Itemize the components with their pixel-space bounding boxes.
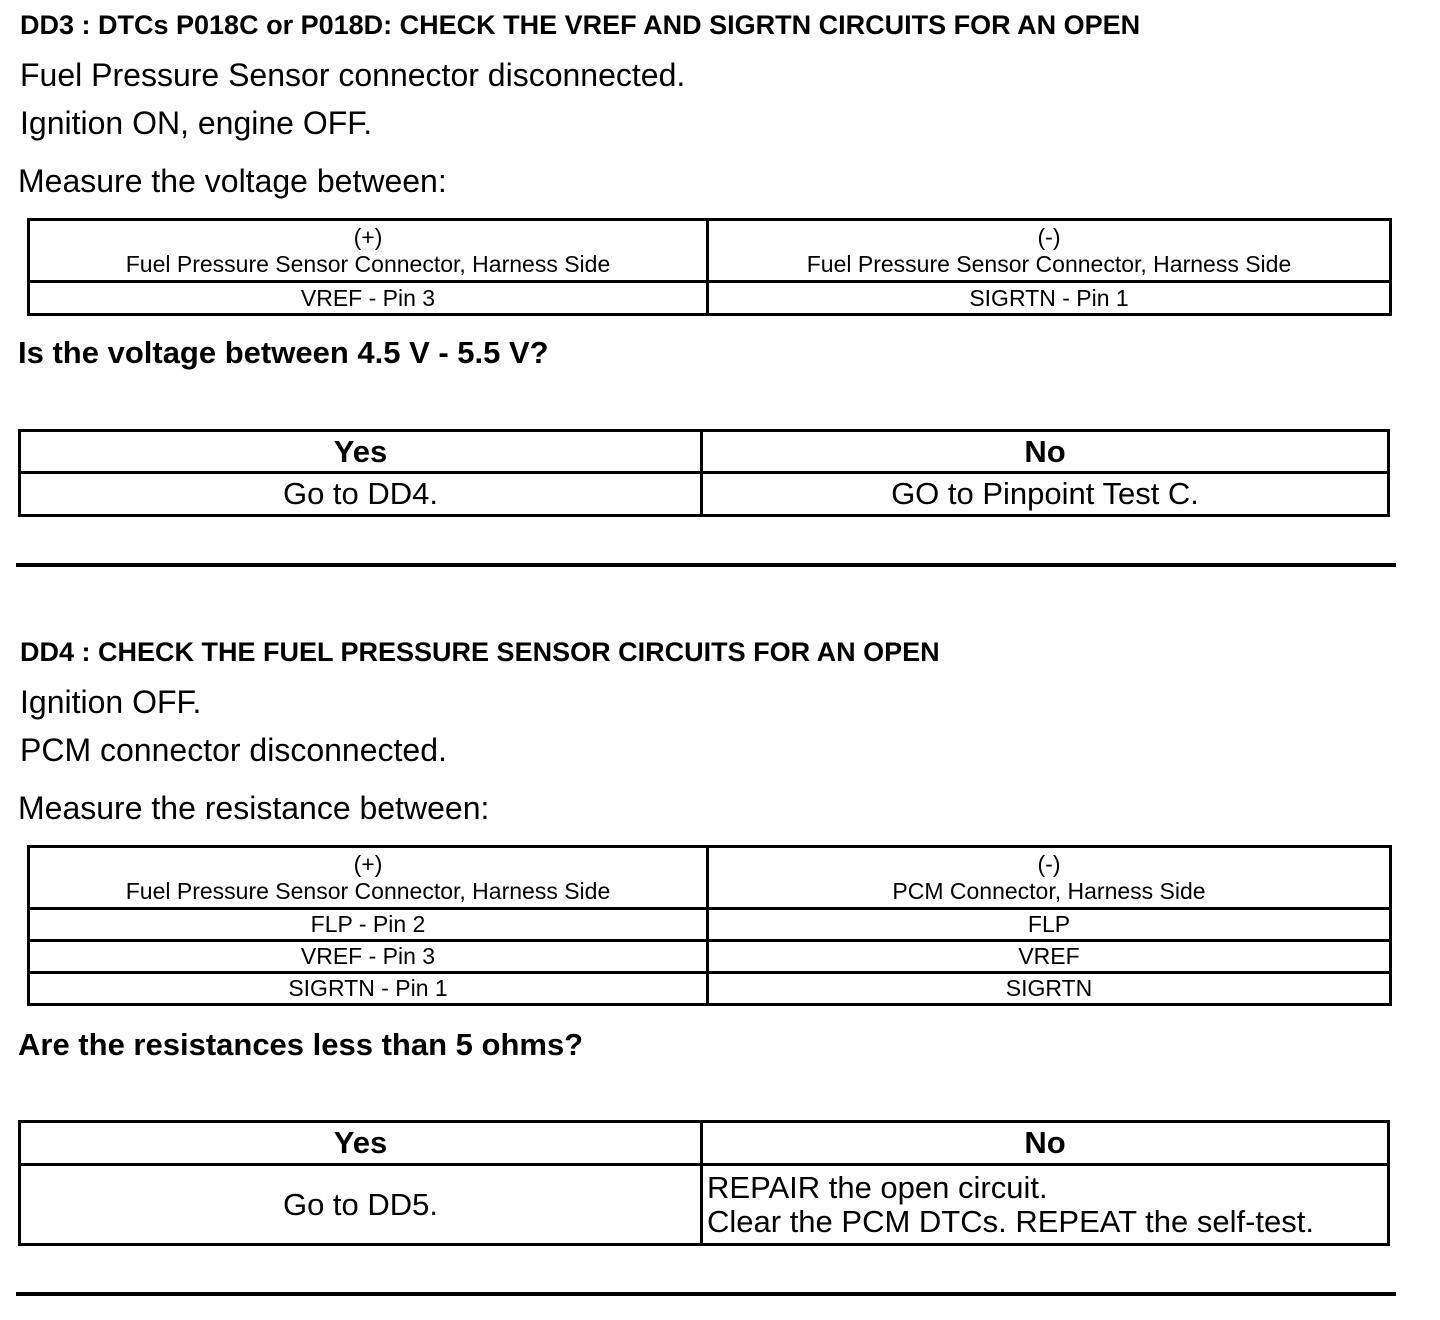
dd4-minus-header: [708, 847, 1391, 909]
section-divider: [16, 563, 1396, 567]
minus-sign: (-): [1037, 223, 1061, 250]
dd3-measure-header-row: [29, 220, 1391, 282]
dd4-minus-pin: VREF: [708, 941, 1391, 973]
dd3-measure-label: Measure the voltage between:: [18, 163, 447, 199]
dd4-condition-2: PCM connector disconnected.: [20, 732, 447, 768]
dd3-no-action: GO to Pinpoint Test C.: [702, 473, 1389, 516]
dd4-question: Are the resistances less than 5 ohms?: [18, 1027, 584, 1062]
dd4-minus-pin: FLP: [708, 909, 1391, 941]
dd4-measure-label: Measure the resistance between:: [18, 790, 490, 826]
dd3-answer-header-row: [20, 431, 1389, 473]
table-row: [29, 909, 1391, 941]
dd4-yes-action: Go to DD5.: [20, 1165, 702, 1245]
plus-connector-label: Fuel Pressure Sensor Connector, Harness Side: [125, 877, 611, 904]
dd3-minus-pin: SIGRTN - Pin 1: [708, 282, 1391, 315]
dd4-answer-table: [18, 1120, 1390, 1246]
plus-sign: (+): [353, 850, 383, 877]
dd3-heading: DD3 : DTCs P018C or P018D: CHECK THE VREF AND SIGRTN CIRCUITS FOR AN OPEN: [20, 10, 1141, 40]
dd4-plus-header: [29, 847, 708, 909]
dd4-yes-header: Yes: [20, 1122, 702, 1165]
dd3-condition-1: Fuel Pressure Sensor connector disconnected.: [20, 57, 686, 93]
table-row: [20, 1165, 1389, 1245]
table-row: [29, 282, 1391, 315]
dd4-no-action-line-2: Clear the PCM DTCs. REPEAT the self-test.: [707, 1203, 1314, 1239]
dd3-plus-pin: VREF - Pin 3: [29, 282, 708, 315]
dd3-yes-action: Go to DD4.: [20, 473, 702, 516]
dd3-answer-table: [18, 429, 1390, 517]
dd4-no-action-line-1: REPAIR the open circuit.: [707, 1169, 1048, 1205]
section-divider: [16, 1292, 1396, 1296]
dd3-plus-header: [29, 220, 708, 282]
dd4-minus-pin: SIGRTN: [708, 973, 1391, 1005]
dd4-no-header: No: [702, 1122, 1389, 1165]
dd4-answer-header-row: [20, 1122, 1389, 1165]
dd3-question: Is the voltage between 4.5 V - 5.5 V?: [18, 335, 549, 370]
table-row: [20, 473, 1389, 516]
plus-connector-label: Fuel Pressure Sensor Connector, Harness Side: [125, 250, 611, 277]
dd4-plus-pin: FLP - Pin 2: [29, 909, 708, 941]
dd4-condition-1: Ignition OFF.: [20, 684, 202, 720]
table-row: [29, 973, 1391, 1005]
dd4-heading: DD4 : CHECK THE FUEL PRESSURE SENSOR CIRCUITS FOR AN OPEN: [20, 637, 940, 667]
table-row: [29, 941, 1391, 973]
dd4-no-action: [702, 1165, 1389, 1245]
minus-connector-label: PCM Connector, Harness Side: [892, 877, 1206, 904]
dd4-plus-pin: VREF - Pin 3: [29, 941, 708, 973]
minus-connector-label: Fuel Pressure Sensor Connector, Harness Side: [806, 250, 1292, 277]
dd3-condition-2: Ignition ON, engine OFF.: [20, 105, 373, 141]
dd3-minus-header: [708, 220, 1391, 282]
dd4-plus-pin: SIGRTN - Pin 1: [29, 973, 708, 1005]
plus-sign: (+): [353, 223, 383, 250]
dd4-measure-table: [27, 845, 1392, 1006]
dd4-measure-header-row: [29, 847, 1391, 909]
dd3-no-header: No: [702, 431, 1389, 473]
minus-sign: (-): [1037, 850, 1061, 877]
dd3-measure-table: [27, 218, 1392, 316]
dd3-yes-header: Yes: [20, 431, 702, 473]
